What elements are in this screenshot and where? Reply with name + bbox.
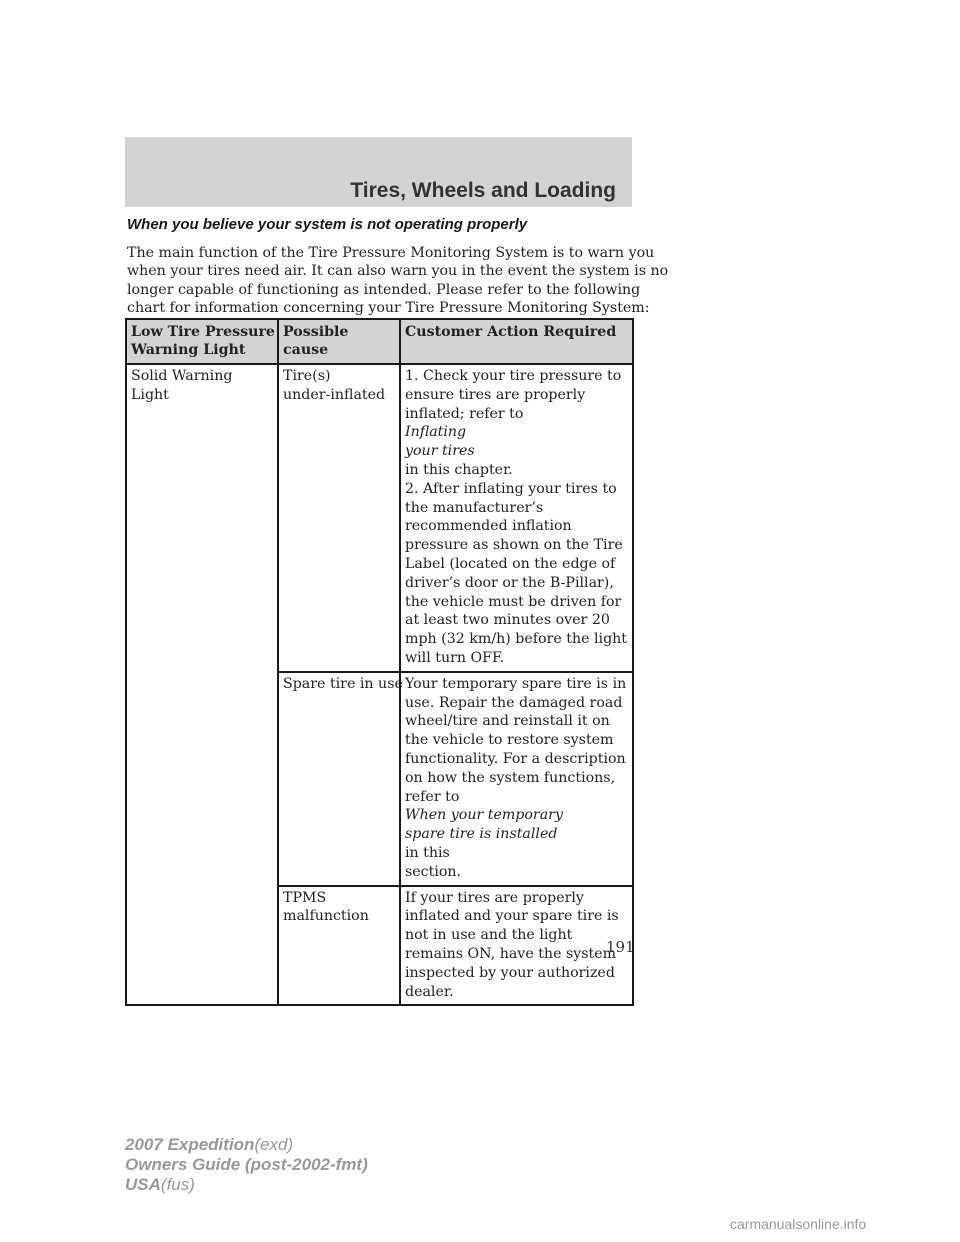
document-footer <box>125 1135 368 1195</box>
cross-reference: When your temporary <box>405 807 563 824</box>
footer-market-code: (fus) <box>160 1175 195 1194</box>
page-number: 191 <box>606 938 635 956</box>
intro-line: The main function of the Tire Pressure Monitoring System is to warn you <box>127 245 655 261</box>
action-cell: Your temporary spare tire is in use. Repair the damaged road wheel/tire and reinstall it on the vehicle to restore system functionality. For a description on how the system functions, refer to When your temporary spare tire is installed in this section. <box>400 672 633 886</box>
tpms-table <box>125 318 634 1006</box>
footer-model: 2007 Expedition <box>125 1135 255 1154</box>
cross-reference: your tires <box>405 443 475 460</box>
cause-cell: Tire(s) under-inflated <box>278 364 400 672</box>
action-cell: If your tires are properly inflated and your spare tire is not in use and the light remains ON, have the system inspected by your authorized dealer. <box>400 886 633 1006</box>
warning-light-cell: Solid Warning Light <box>126 364 278 1005</box>
intro-line: chart for information concerning your Tire Pressure Monitoring System: <box>127 299 650 316</box>
table-row <box>126 364 633 672</box>
footer-code: (exd) <box>254 1135 294 1154</box>
action-cell: 1. Check your tire pressure to ensure tires are properly inflated; refer to Inflating your tires in this chapter. 2. After inflating your tires to the manufacturer’s recommended inflation pressure as shown on the Tire Label (located on the edge of driver’s door or the B-Pillar), the vehicle must be driven for at least two minutes over 20 mph (32 km/h) before the light will turn OFF. <box>400 364 633 672</box>
section-heading: When you believe your system is not operating properly <box>127 216 528 233</box>
cause-cell: TPMS malfunction <box>278 886 400 1006</box>
chapter-header <box>125 137 632 207</box>
intro-line: when your tires need air. It can also warn you in the event the system is no <box>127 263 669 280</box>
cause-cell: Spare tire in use <box>278 672 400 886</box>
cross-reference: Inflating <box>405 424 467 441</box>
footer-guide: Owners Guide (post-2002-fmt) <box>125 1155 368 1174</box>
header-warning-light: Low Tire Pressure Warning Light <box>126 319 278 364</box>
cross-reference: spare tire is installed <box>405 826 558 843</box>
footer-market: USA <box>125 1175 161 1194</box>
header-possible-cause: Possible cause <box>278 319 400 364</box>
watermark: carmanualsonline.info <box>730 1216 867 1232</box>
header-customer-action: Customer Action Required <box>400 319 633 364</box>
intro-line: longer capable of functioning as intended. Please refer to the following <box>127 281 641 298</box>
chapter-title: Tires, Wheels and Loading <box>350 179 616 202</box>
table-header-row <box>126 319 633 364</box>
intro-paragraph <box>127 244 669 317</box>
